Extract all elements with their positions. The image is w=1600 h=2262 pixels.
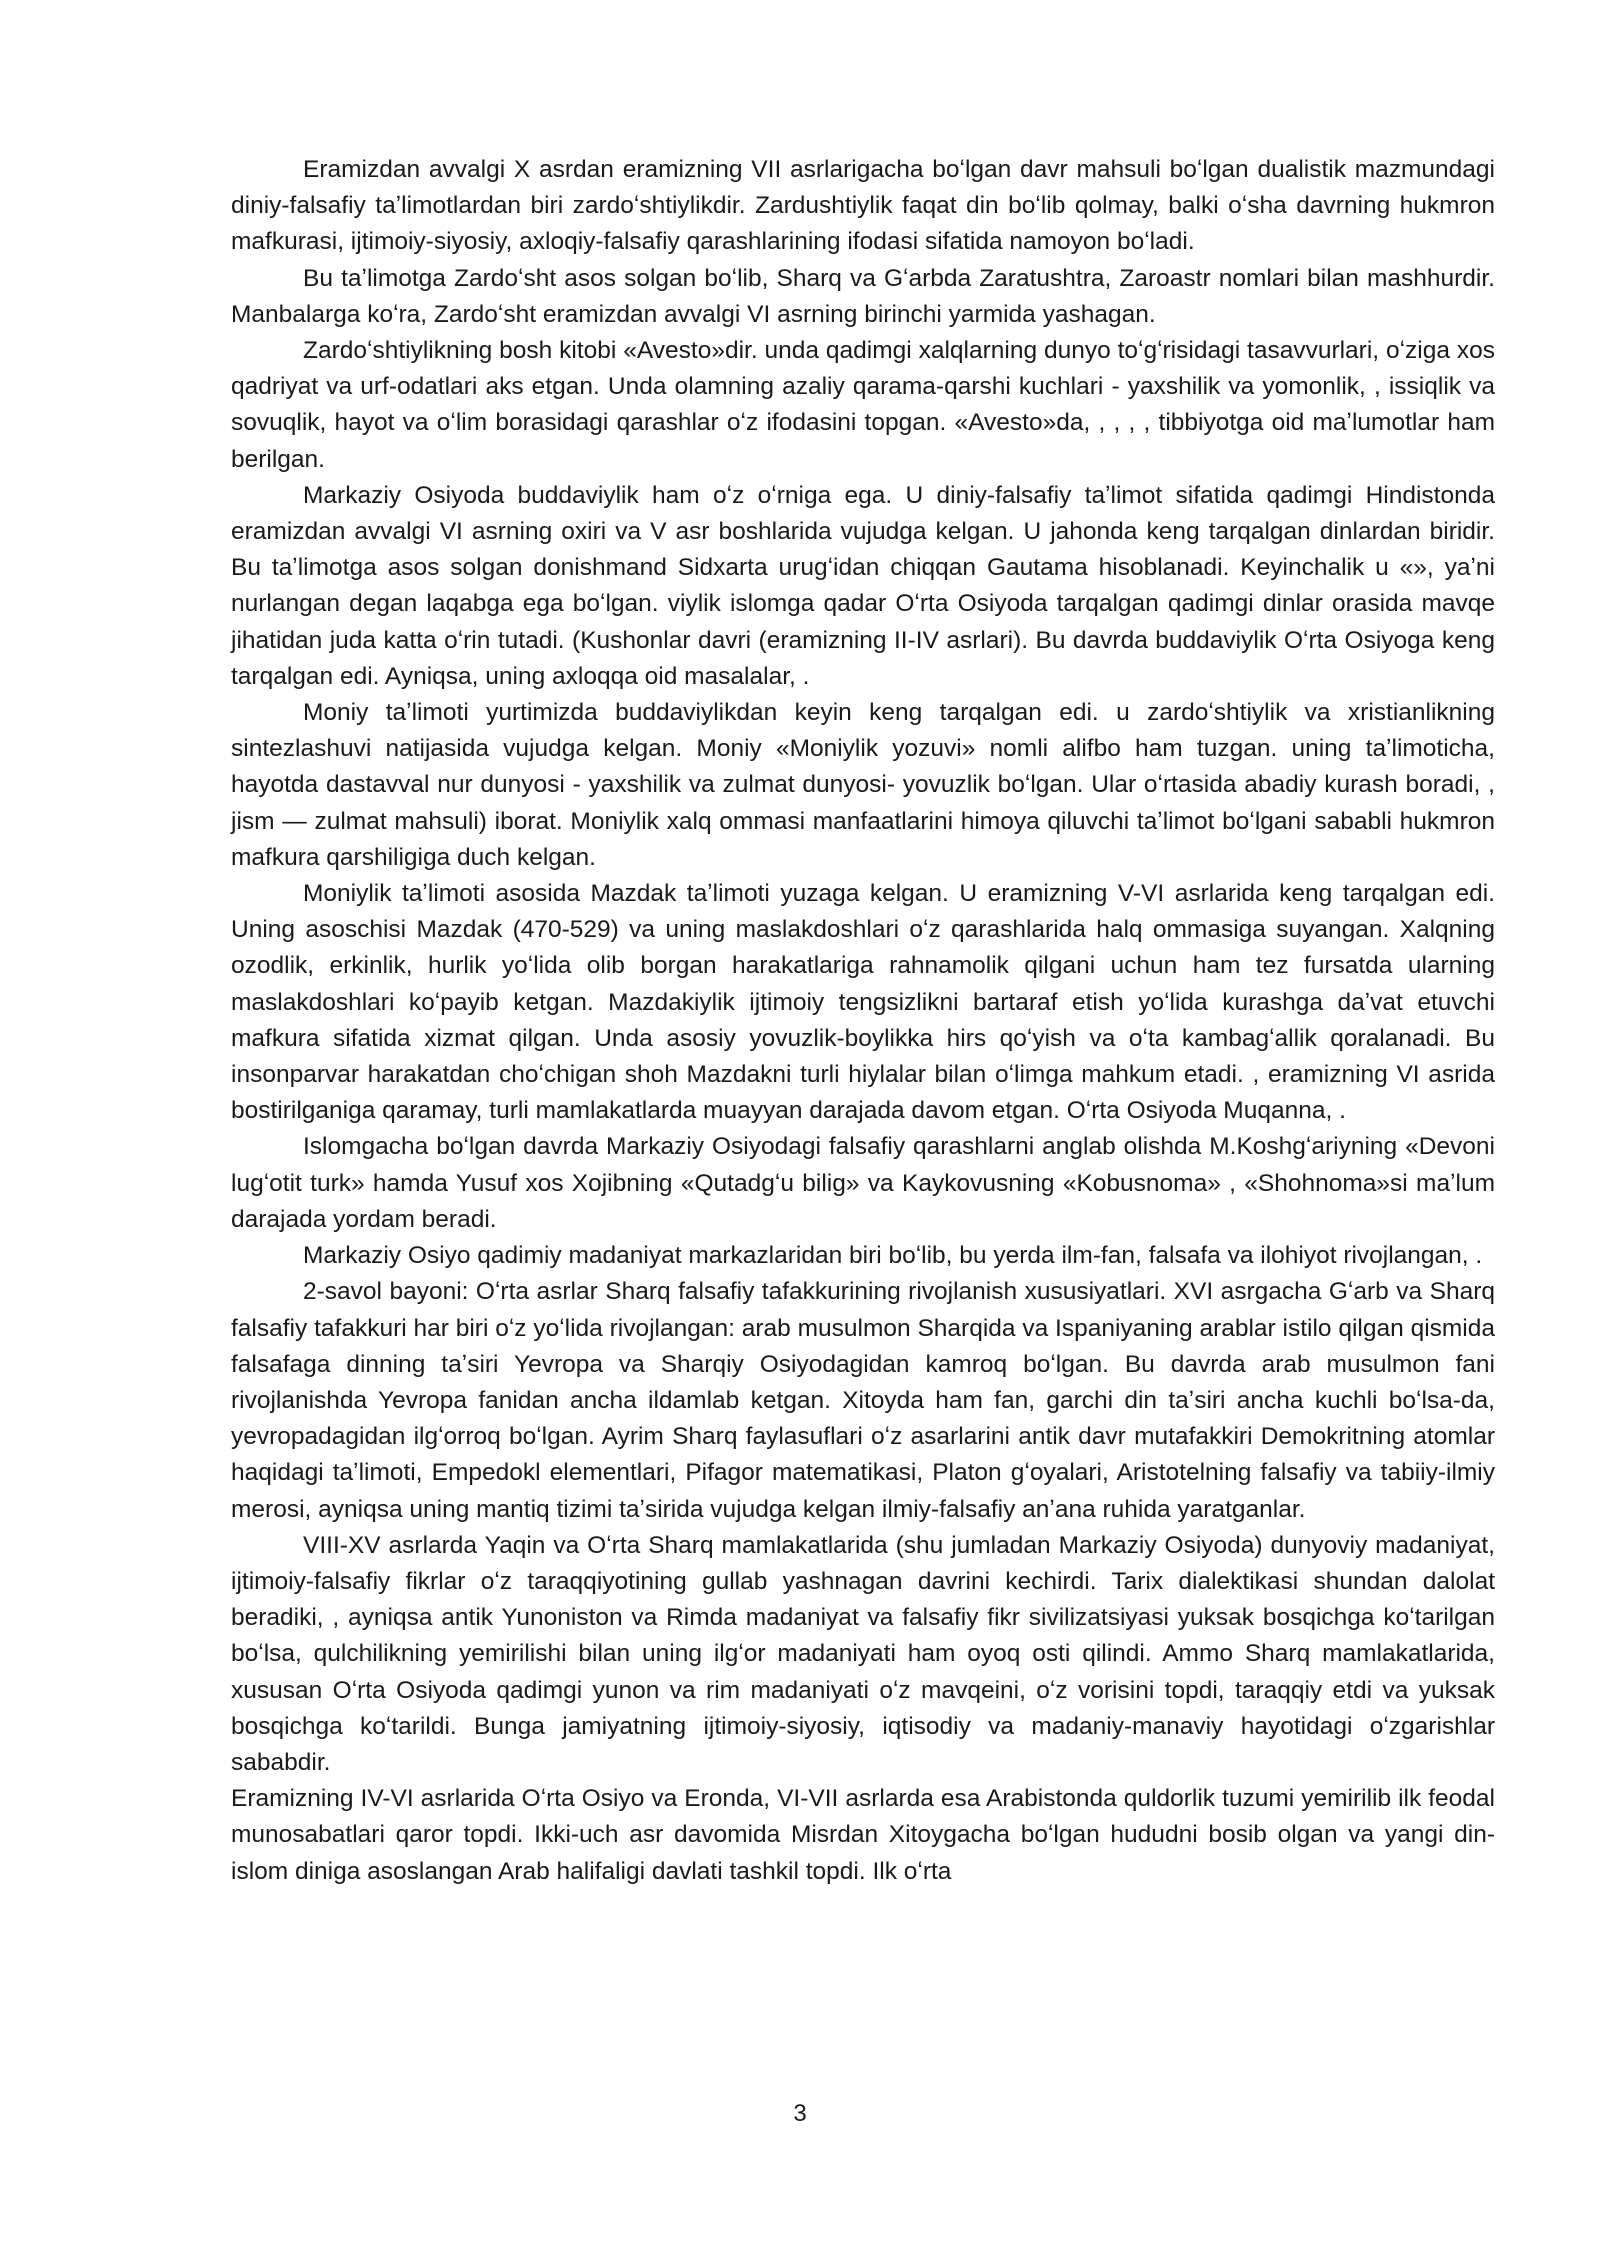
- paragraph-mazdakism: Moniylik taʼlimoti asosida Mazdak taʼlimoti yuzaga kelgan. U eramizning V-VI asrlarida keng tarqalgan edi. Uning asoschisi Mazdak (470-529) va uning maslakdoshlari oʻz qarashlarida halq ommasiga suyangan. Xalqning ozodlik, erkinlik, hurlik yoʻlida olib borgan harakatlariga rahnamolik qilgani uchun ham tez fursatda ularning maslakdoshlari koʻpayib ketgan. Mazdakiylik ijtimoiy tengsizlikni bartaraf etish yoʻlida kurashga daʼvat etuvchi mafkura sifatida xizmat qilgan. Unda asosiy yovuzlik-boylikka hirs qoʻyish va oʻta kambagʻallik qoralanadi. Bu insonparvar harakatdan choʻchigan shoh Mazdakni turli hiylalar bilan oʻlimga mahkum etadi. , eramizning VI asrida bostirilganiga qaramay, turli mamlakatlarda muayyan darajada davom etgan. Oʻrta Osiyoda Muqanna, .: [231, 880, 1495, 1125]
- paragraph-central-asia-culture: Markaziy Osiyo qadimiy madaniyat markazlaridan biri boʻlib, bu yerda ilm-fan, falsafa va ilohiyot rivojlangan, .: [303, 1242, 1483, 1270]
- paragraph-zoroastrianism-intro: Eramizdan avvalgi X asrdan eramizning VII asrlarigacha boʻlgan davr mahsuli boʻlgan dualistik mazmundagi diniy-falsafiy taʼlimotlardan biri zardoʻshtiylikdir. Zardushtiylik faqat din boʻlib qolmay, balki oʻsha davrning hukmron mafkurasi, ijtimoiy-siyosiy, axloqiy-falsafiy qarashlarining ifodasi sifatida namoyon boʻladi.: [231, 156, 1495, 256]
- paragraph-pre-islamic-sources: Islomgacha boʻlgan davrda Markaziy Osiyodagi falsafiy qarashlarni anglab olishda M.Koshgʻariyning «Devoni lugʻotit turk» hamda Yusuf xos Xojibning «Qutadgʻu bilig» va Kaykovusning «Kobusnoma» , «Shohnoma»si maʼlum darajada yordam beradi.: [231, 1133, 1495, 1233]
- paragraph-iv-vi-centuries: Eramizning IV-VI asrlarida Oʻrta Osiyo va Eronda, VI-VII asrlarda esa Arabistonda quldorlik tuzumi yemirilib ilk feodal munosabatlari qaror topdi. Ikki-uch asr davomida Misrdan Xitoygacha boʻlgan hududni bosib olgan va yangi din- islom diniga asoslangan Arab halifaligi davlati tashkil topdi. Ilk oʻrta: [231, 1785, 1495, 1885]
- paragraph-zardosht-founder: Bu taʼlimotga Zardoʻsht asos solgan boʻlib, Sharq va Gʻarbda Zaratushtra, Zaroastr nomlari bilan mashhurdir. Manbalarga koʻra, Zardoʻsht eramizdan avvalgi VI asrning birinchi yarmida yashagan.: [231, 264, 1495, 328]
- paragraph-question-2: 2-savol bayoni: Oʻrta asrlar Sharq falsafiy tafakkurining rivojlanish xususiyatlari. XVI asrgacha Gʻarb va Sharq falsafiy tafakkuri har biri oʻz yoʻlida rivojlangan: arab musulmon Sharqida va Ispaniyaning arablar istilo qilgan qismida falsafaga dinning taʼsiri Yevropa va Sharqiy Osiyodagidan kamroq boʻlgan. Bu davrda arab musulmon fani rivojlanishda Yevropa fanidan ancha ildamlab ketgan. Xitoyda ham fan, garchi din taʼsiri ancha kuchli boʻlsa-da, yevropadagidan ilgʻorroq boʻlgan. Ayrim Sharq faylasuflari oʻz asarlarini antik davr mutafakkiri Demokritning atomlar haqidagi taʼlimoti, Empedokl elementlari, Pifagor matematikasi, Platon gʻoyalari, Aristotelning falsafiy va tabiiy-ilmiy merosi, ayniqsa uning mantiq tizimi taʼsirida vujudga kelgan ilmiy-falsafiy anʼana ruhida yaratganlar.: [231, 1278, 1495, 1523]
- paragraph-manichaeism: Moniy taʼlimoti yurtimizda buddaviylikdan keyin keng tarqalgan edi. u zardoʻshtiylik va xristianlikning sintezlashuvi natijasida vujudga kelgan. Moniy «Moniylik yozuvi» nomli alifbo ham tuzgan. uning taʼlimoticha, hayotda dastavval nur dunyosi - yaxshilik va zulmat dunyosi- yovuzlik boʻlgan. Ular oʻrtasida abadiy kurash boradi, , jism — zulmat mahsuli) iborat. Moniylik xalq ommasi manfaatlarini himoya qiluvchi taʼlimot boʻlgani sababli hukmron mafkura qarshiligiga duch kelgan.: [231, 699, 1495, 871]
- paragraph-avesto: Zardoʻshtiylikning bosh kitobi «Avesto»dir. unda qadimgi xalqlarning dunyo toʻgʻrisidagi tasavvurlari, oʻziga xos qadriyat va urf-odatlari aks etgan. Unda olamning azaliy qarama-qarshi kuchlari - yaxshilik va yomonlik, , issiqlik va sovuqlik, hayot va oʻlim borasidagi qarashlar oʻz ifodasini topgan. «Avesto»da, , , , , tibbiyotga oid maʼlumotlar ham berilgan.: [231, 337, 1495, 473]
- page-number: 3: [793, 2100, 807, 2127]
- paragraph-buddhism: Markaziy Osiyoda buddaviylik ham oʻz oʻrniga ega. U diniy-falsafiy taʼlimot sifatida qadimgi Hindistonda eramizdan avvalgi VI asrning oxiri va V asr boshlarida vujudga kelgan. U jahonda keng tarqalgan dinlardan biridir. Bu taʼlimotga asos solgan donishmand Sidxarta urugʻidan chiqqan Gautama hisoblanadi. Keyinchalik u «», yaʼni nurlangan degan laqabga ega boʻlgan. viylik islomga qadar Oʻrta Osiyoda tarqalgan qadimgi dinlar orasida mavqe jihatidan juda katta oʻrin tutadi. (Kushonlar davri (eramizning II-IV asrlari). Bu davrda buddaviylik Oʻrta Osiyoga keng tarqalgan edi. Ayniqsa, uning axloqqa oid masalalar, .: [231, 481, 1495, 690]
- paragraph-viii-xv-centuries: VIII-XV asrlarda Yaqin va Oʻrta Sharq mamlakatlarida (shu jumladan Markaziy Osiyoda) dunyoviy madaniyat, ijtimoiy-falsafiy fikrlar oʻz taraqqiyotining gullab yashnagan davrini kechirdi. Tarix dialektikasi shundan dalolat beradiki, , ayniqsa antik Yunoniston va Rimda madaniyat va falsafiy fikr sivilizatsiyasi yuksak bosqichga koʻtarilgan boʻlsa, qulchilikning yemirilishi bilan uning ilgʻor madaniyati ham oyoq osti qilindi. Ammo Sharq mamlakatlarida, xususan Oʻrta Osiyoda qadimgi yunon va rim madaniyati oʻz mavqeini, oʻz vorisini topdi, taraqqiy etdi va yuksak bosqichga koʻtarildi. Bunga jamiyatning ijtimoiy-siyosiy, iqtisodiy va madaniy-manaviy hayotidagi oʻzgarishlar sababdir.: [231, 1531, 1495, 1776]
- document-page: [231, 152, 1495, 1890]
